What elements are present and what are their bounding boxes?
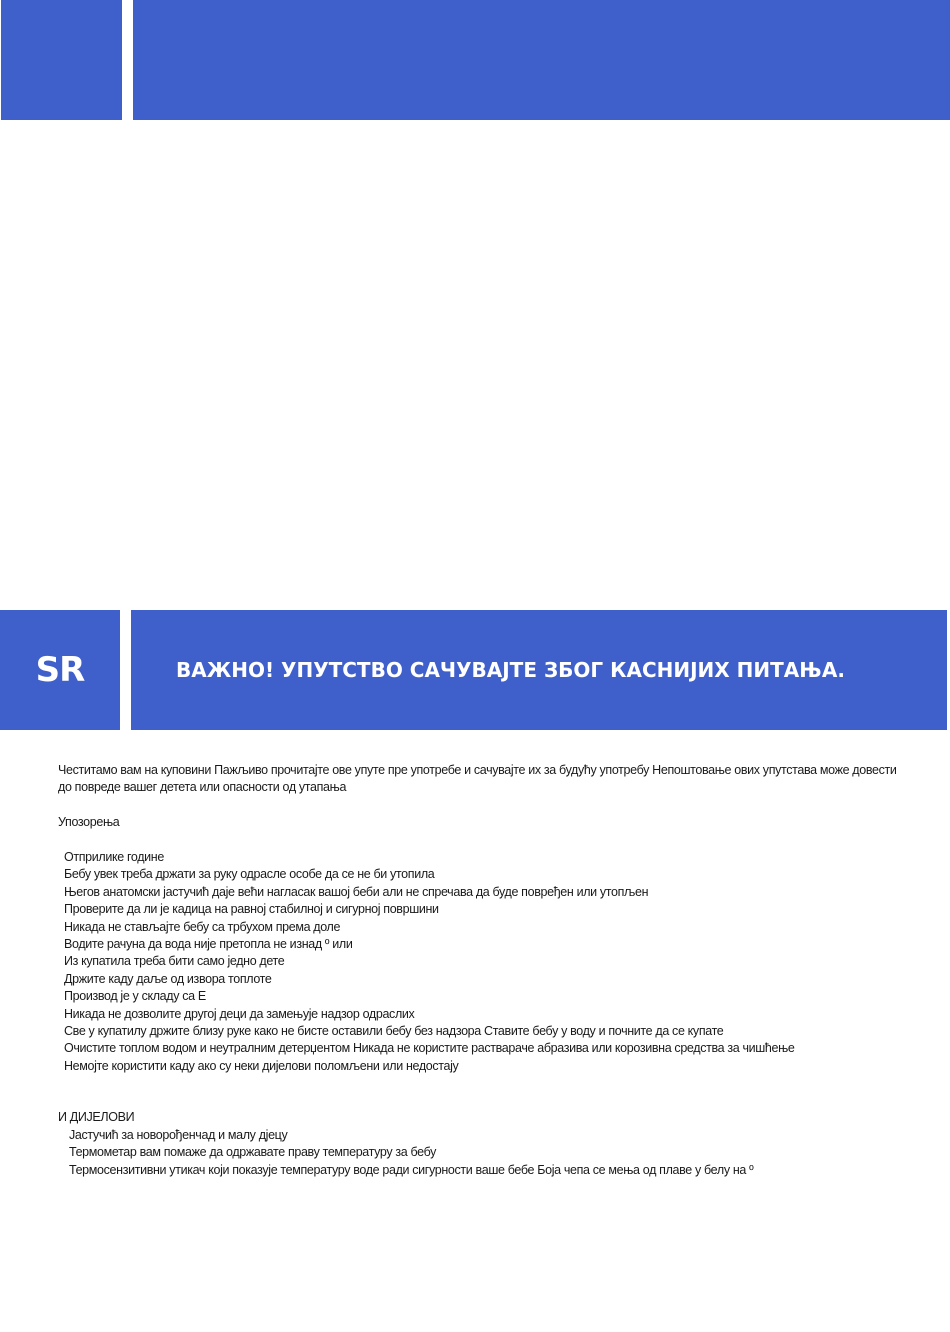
warnings-heading: Упозорења [58,815,120,829]
warning-item: Производ је у складу са Е [64,989,206,1004]
warning-item: Очистите топлом водом и неутралним детерџентом Никада не користите раствараче абразива или корозивна средства за чишћење [64,1041,795,1056]
part-item: Јастучић за новорођенчад и малу дјецу [69,1128,288,1142]
page-title: ВАЖНО! УПУТСТВО САЧУВАЈТЕ ЗБОГ КАСНИЈИХ ПИТАЊА. [176,658,845,682]
warning-item: Отприлике године [64,850,164,864]
warning-item: Бебу увек треба држати за руку одрасле особе да се не би утопила [64,867,435,882]
language-code: SR [35,650,85,690]
warning-item: Његов анатомски јастучић даје већи нагласак вашој беби али не спречава да буде повређен или утопљен [64,884,649,899]
parts-list [69,1127,899,1179]
warning-item: Никада не стављајте бебу са трбухом према доле [64,919,341,934]
top-right-banner [133,0,950,120]
warning-item: Из купатила треба бити само једно дете [64,954,285,969]
language-badge [0,610,120,730]
title-banner [131,610,947,730]
warning-item: Никада не дозволите другој деци да замењује надзор одраслих [64,1006,415,1021]
warning-item: Држите каду даље од извора топлоте [64,971,272,986]
warning-item: Све у купатилу држите близу руке како не бисте оставили бебу без надзора Ставите бебу у воду и почните да се купате [64,1024,724,1039]
top-left-banner [1,0,122,120]
parts-heading: И ДИЈЕЛОВИ [58,1110,135,1124]
part-item: Термометар вам помаже да одржавате праву температуру за бебу [69,1145,437,1160]
warnings-list [64,849,894,1075]
warning-item: Немојте користити каду ако су неки дијелови поломљени или недостају [64,1058,459,1073]
warning-item: Водите рачуна да вода није претопла не изнад º или [64,937,353,952]
part-item: Термосензитивни утикач који показује температуру воде ради сигурности ваше бебе Боја чепа се мења од плаве у белу на º [69,1162,754,1177]
intro-paragraph: Честитамо вам на куповини Пажљиво прочитајте ове упуте пре употребе и сачувајте их за будућу употребу Непоштовање ових упутстава може довести до повреде вашег детета или опасности од утапања [58,763,897,795]
warning-item: Проверите да ли је кадица на равној стабилној и сигурној површини [64,902,439,917]
